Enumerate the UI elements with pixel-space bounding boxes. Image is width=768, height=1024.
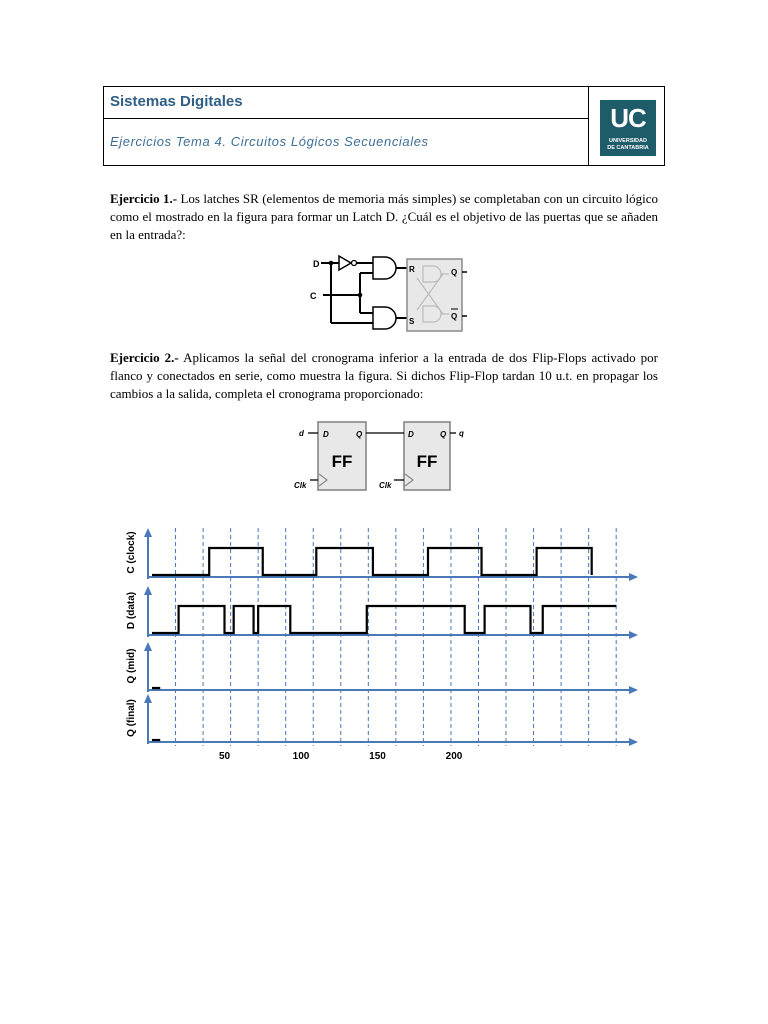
ff1-pin-d: D	[323, 430, 329, 439]
header-divider	[588, 86, 589, 166]
ff2-pin-d: D	[408, 430, 414, 439]
x-tick-label: 200	[445, 751, 463, 762]
x-tick-label: 100	[292, 751, 310, 762]
d-latch-circuit	[305, 250, 475, 334]
axis-arrow	[629, 573, 638, 581]
flipflop-diagram	[290, 418, 480, 494]
axis-arrow	[144, 528, 152, 537]
series-label: C (clock)	[126, 531, 137, 574]
ff2-label: FF	[416, 452, 438, 471]
axis-arrow	[629, 738, 638, 746]
exercise-1-body: Los latches SR (elementos de memoria más simples) se completaban con un circuito lógico como el mostrado en la figura para formar un Latch D. ¿Cuál es el objetivo de las puertas que se añaden en la entrada?:	[110, 191, 658, 242]
waveform-2	[152, 606, 616, 633]
exercise-2-text	[110, 349, 658, 403]
exercise-1-text	[110, 190, 658, 244]
circuit-label-c: C	[310, 291, 317, 301]
axis-arrow	[144, 642, 152, 651]
logo-text: UNIVERSIDAD	[609, 138, 647, 144]
ff1-pin-q: Q	[356, 430, 363, 439]
waveform-1	[152, 548, 592, 575]
timing-diagram	[118, 524, 648, 764]
x-tick-label: 50	[218, 751, 231, 762]
header-divider	[103, 118, 589, 119]
latch-label-s: S	[409, 317, 415, 326]
latch-label-r: R	[409, 265, 415, 274]
latch-output-qbar: Q	[451, 312, 458, 321]
exercise-2-label: Ejercicio 2.-	[110, 350, 179, 365]
output-q-label: q	[459, 429, 464, 438]
latch-output-q: Q	[451, 268, 458, 277]
x-tick-label: 150	[369, 751, 386, 762]
university-logo	[600, 100, 656, 156]
circuit-label-d: D	[313, 259, 320, 269]
ff1-label: FF	[331, 452, 353, 471]
ff2-clk-label: Clk	[379, 481, 392, 490]
ff2-pin-q: Q	[440, 430, 447, 439]
exercise-1-label: Ejercicio 1.-	[110, 191, 178, 206]
logo-text: UC	[610, 103, 646, 133]
axis-arrow	[629, 631, 638, 639]
course-subtitle: Ejercicios Tema 4. Circuitos Lógicos Secuenciales	[110, 134, 429, 149]
logo-text: DE CANTABRIA	[607, 145, 649, 151]
course-title: Sistemas Digitales	[110, 93, 243, 110]
series-label: Q (mid)	[126, 648, 137, 684]
series-label: D (data)	[126, 591, 137, 630]
series-label: Q (final)	[126, 699, 137, 737]
axis-arrow	[144, 694, 152, 703]
axis-arrow	[629, 686, 638, 694]
ff1-clk-label: Clk	[294, 481, 307, 490]
exercise-2-body: Aplicamos la señal del cronograma inferior a la entrada de dos Flip-Flops activado por flanco y conectados en serie, como muestra la figura. Si dichos Flip-Flop tardan 10 u.t. en propagar los cambios a la salida, completa el cronograma proporcionado:	[110, 350, 658, 401]
input-d-label: d	[299, 429, 304, 438]
axis-arrow	[144, 586, 152, 595]
